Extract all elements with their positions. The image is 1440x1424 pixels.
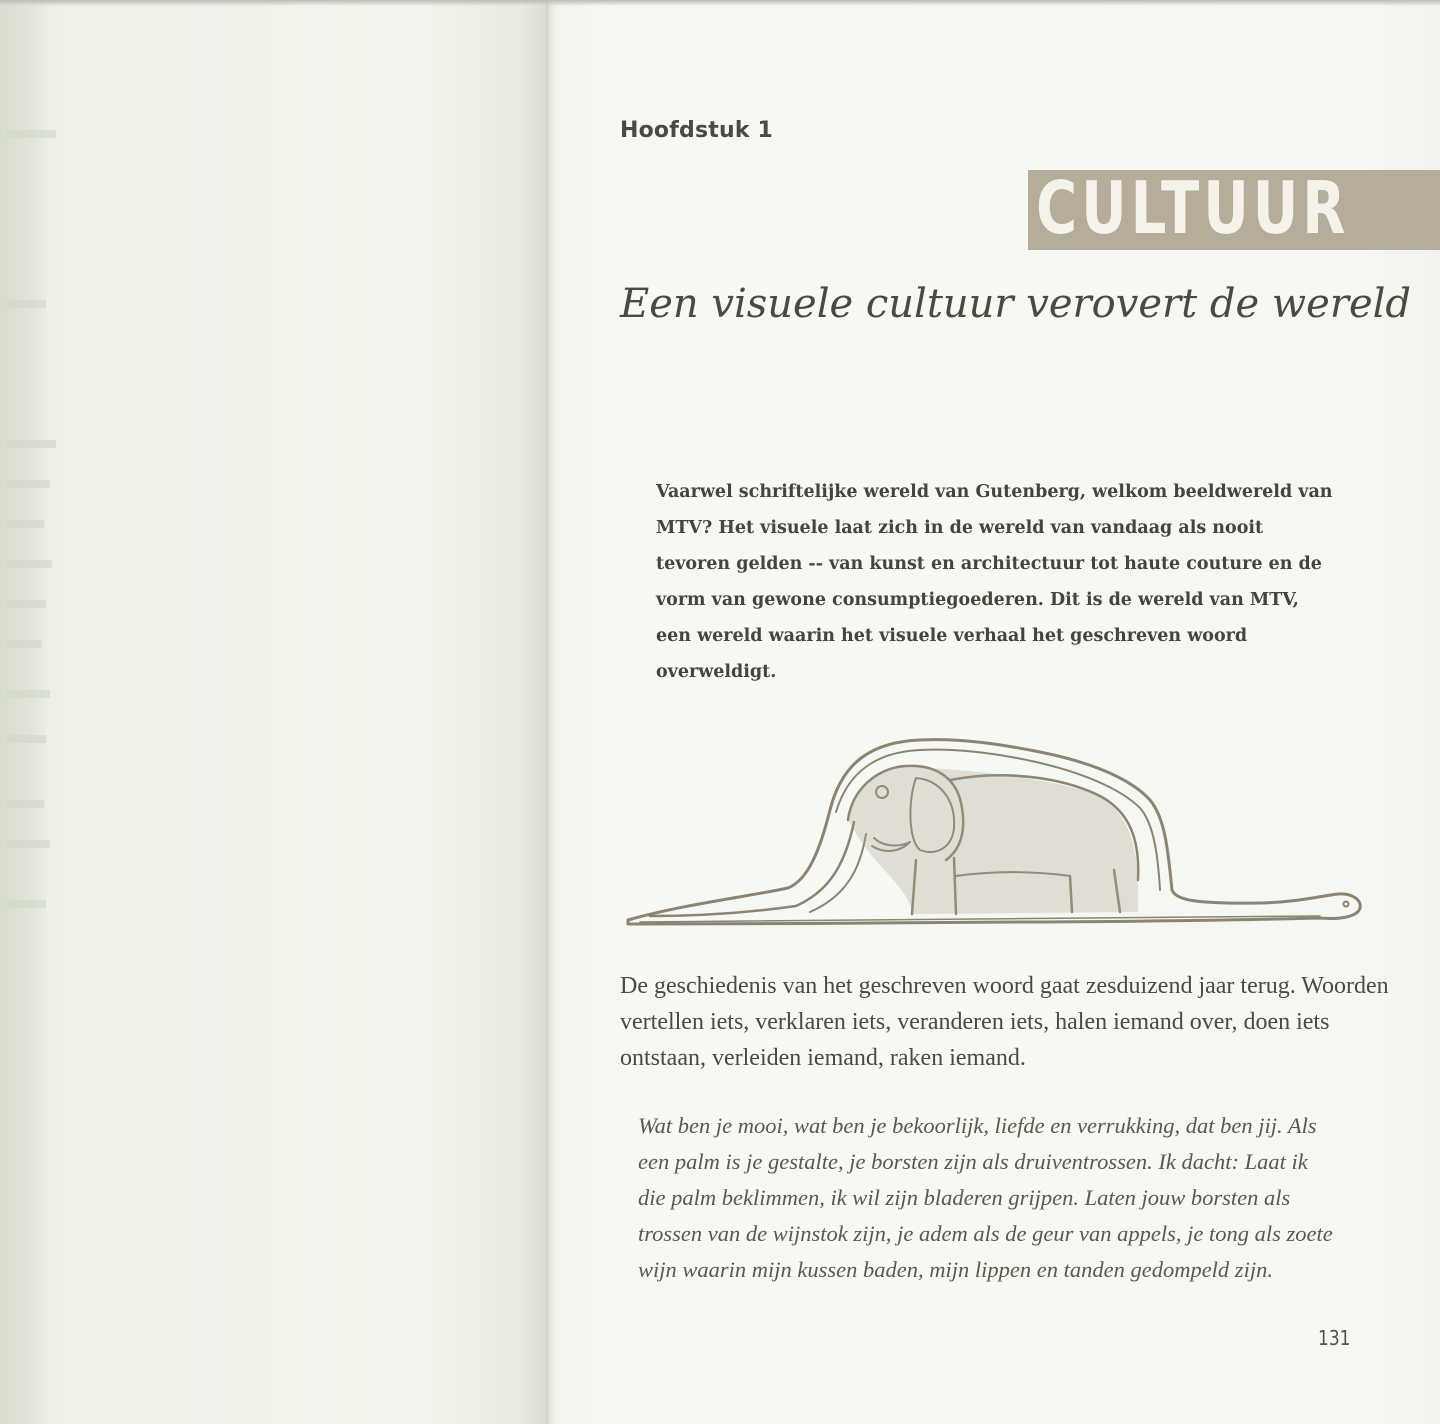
body-paragraph: De geschiedenis van het geschreven woord gaat zesduizend jaar terug. Woorden vertellen iets, verklaren iets, veranderen iets, halen iemand over, doen iets ontstaan, verleiden iemand, raken iemand. bbox=[620, 973, 1389, 1071]
chapter-title: Een visuele cultuur verovert de wereld bbox=[620, 281, 1412, 327]
bleed-mark bbox=[6, 520, 44, 528]
bleed-mark bbox=[6, 560, 52, 568]
intro-text: Vaarwel schriftelijke wereld van Gutenberg, welkom beeldwereld van MTV? Het visuele laat zich in de wereld van vandaag als nooit tevoren gelden -- van kunst en architectuur tot haute couture en de vorm van gewone consumptiegoederen. Dit is de wereld van MTV, een wereld waarin het visuele verhaal het geschreven woord overweldigt. bbox=[656, 482, 1333, 682]
bleed-mark bbox=[6, 300, 46, 308]
left-page-bleed-strip bbox=[0, 0, 46, 1424]
scan-top-edge bbox=[0, 0, 1440, 6]
intro-paragraph bbox=[656, 474, 1336, 690]
bleed-mark bbox=[6, 735, 46, 743]
chapter-label: Hoofdstuk 1 bbox=[620, 118, 774, 143]
bleed-mark bbox=[6, 800, 44, 808]
bleed-mark bbox=[6, 640, 42, 648]
bleed-mark bbox=[6, 690, 50, 698]
section-banner-text: CULTUUR bbox=[1036, 166, 1350, 250]
bleed-mark bbox=[6, 840, 50, 848]
bleed-mark bbox=[6, 480, 50, 488]
boa-elephant-illustration bbox=[620, 700, 1380, 940]
bleed-mark bbox=[6, 600, 46, 608]
bleed-mark bbox=[6, 440, 56, 448]
quote-block: Wat ben je mooi, wat ben je bekoorlijk, liefde en verrukking, dat ben jij. Als een palm is je gestalte, je borsten zijn als druiventrossen. Ik dacht: Laat ik die palm beklimmen, ik wil zijn bladeren grijpen. Laten jouw borsten als trossen van de wijnstok zijn, je adem als de geur van appels, je tong als zoete wijn waarin mijn kussen baden, mijn lippen en tanden gedompeld zijn. bbox=[638, 1113, 1333, 1282]
bleed-mark bbox=[6, 130, 56, 138]
bleed-mark bbox=[6, 900, 46, 908]
left-page bbox=[0, 0, 552, 1424]
page-number: 131 bbox=[1318, 1326, 1351, 1350]
